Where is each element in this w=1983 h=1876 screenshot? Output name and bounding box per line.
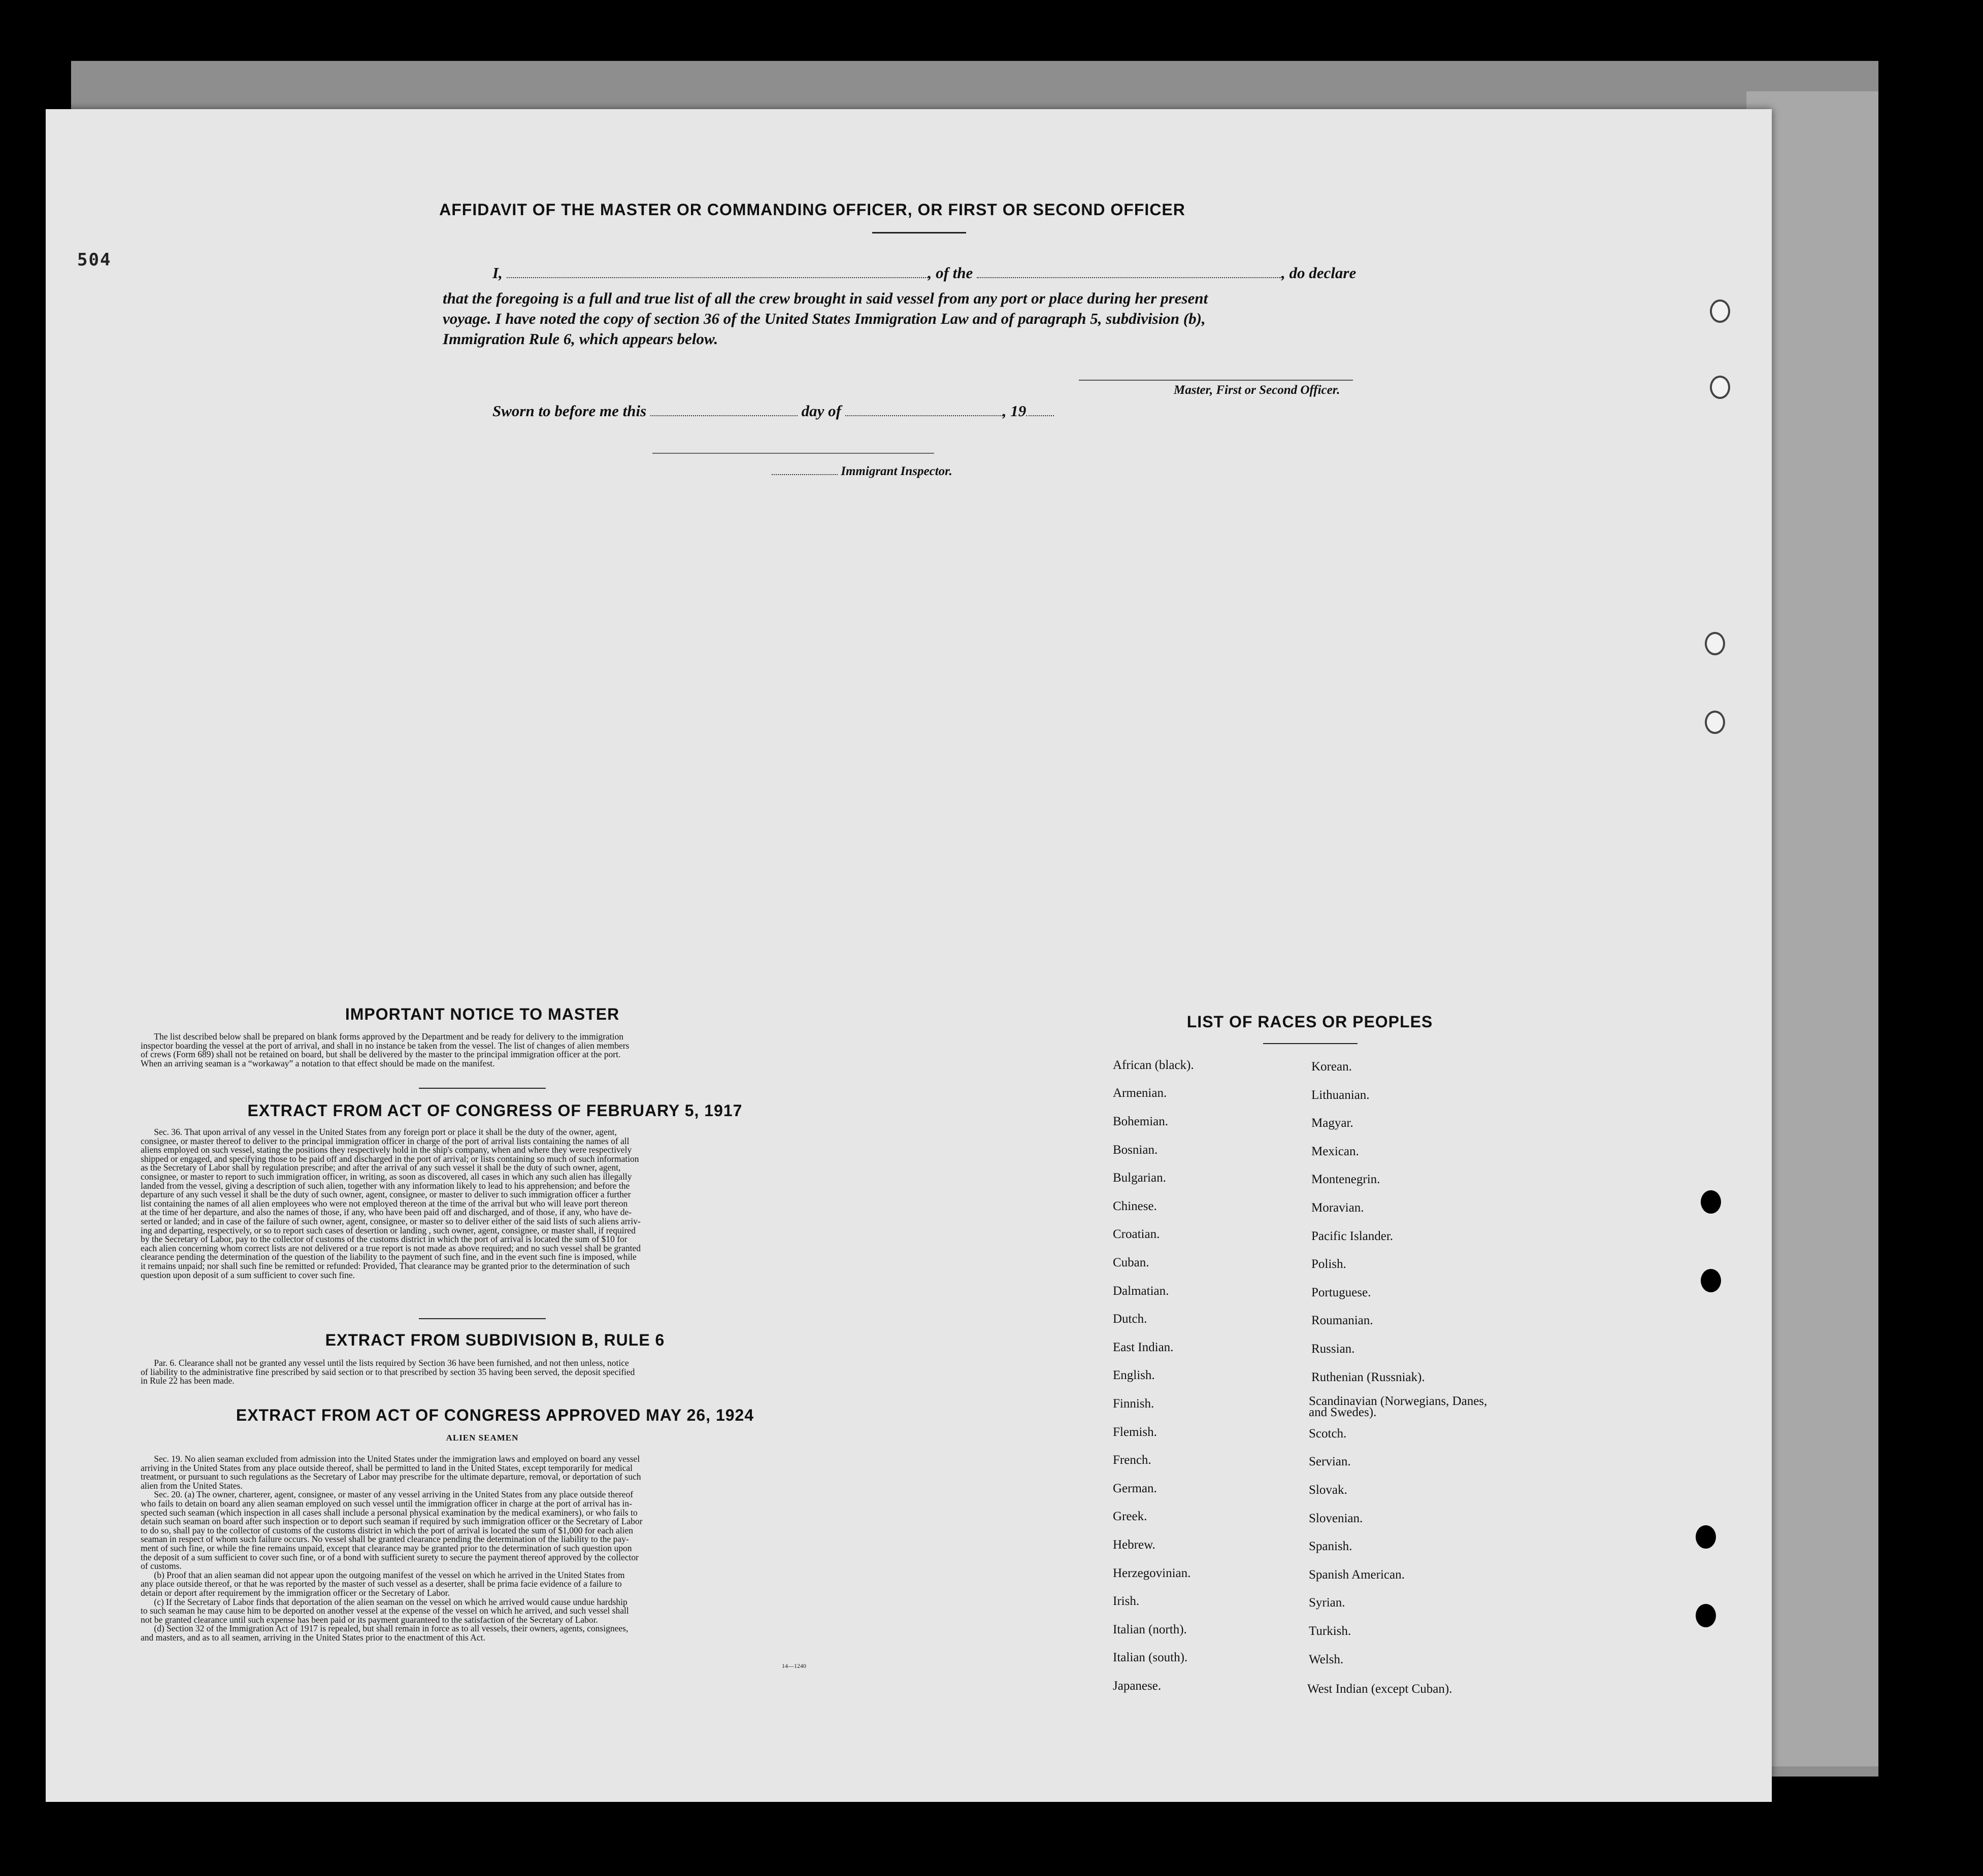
races-title: LIST OF RACES OR PEOPLES (1186, 1013, 1433, 1031)
extract-line: not be granted clearance until such expense has been paid or its payment guaranteed to the satisfaction of the Secretary of Labor. (141, 1614, 598, 1625)
race-item: Slovak. (1309, 1483, 1347, 1497)
race-item: Lithuanian. (1311, 1088, 1370, 1102)
name-blank (507, 267, 928, 278)
race-item: Hebrew. (1113, 1538, 1155, 1552)
extract-line: detain such seaman on board after such inspection or to deport such seaman if required by such immigration officer or the Secretary of Labor (141, 1516, 643, 1527)
extract-line: of liability to the administrative fine prescribed by said section or to that prescribed by section 35 having been served, the deposit specified (141, 1366, 635, 1377)
day-of-label: day of (801, 402, 841, 420)
extract-line: to do so, shall pay to the collector of customs of the customs district in which the port of arrival is located the sum of $1,000 for each alien (141, 1525, 634, 1535)
extract-line: alien from the United States. (141, 1480, 243, 1491)
race-item: Scotch. (1309, 1427, 1347, 1440)
inspector-prefix-blank (772, 467, 838, 475)
race-item: Japanese. (1113, 1679, 1162, 1693)
punch-hole (1710, 299, 1730, 323)
race-item: Italian (north). (1113, 1623, 1187, 1636)
race-item: Dalmatian. (1113, 1284, 1169, 1298)
race-item: Flemish. (1113, 1425, 1157, 1439)
extract-line: aliens employed on such vessel, stating the positions they respectively hold in the ship's company, when and where they were respectively (141, 1145, 632, 1155)
extract-line: consignee, or master thereof to deliver to the principal immigration officer in charge of the port of arrival lists containing the names of all (141, 1135, 630, 1146)
notice-title: IMPORTANT NOTICE TO MASTER (345, 1005, 620, 1023)
extract-rule6-title: EXTRACT FROM SUBDIVISION B, RULE 6 (325, 1331, 665, 1349)
extract-line: Par. 6. Clearance shall not be granted any vessel until the lists required by Section 36 have been furnished, and not then unless, notice (154, 1358, 629, 1368)
race-item: Dutch. (1113, 1312, 1147, 1326)
sworn-label: Sworn to before me this (492, 402, 647, 420)
punch-hole (1705, 711, 1725, 734)
extract-line: Sec. 19. No alien seaman excluded from admission into the United States under the immigration laws and employed on board any vessel (154, 1454, 640, 1464)
race-item: Bohemian. (1113, 1115, 1169, 1128)
race-item: Pacific Islander. (1311, 1229, 1394, 1243)
affidavit-title: AFFIDAVIT OF THE MASTER OR COMMANDING OFFICER, OR FIRST OR SECOND OFFICER (439, 200, 1185, 219)
extract-line: by the Secretary of Labor, pay to the collector of customs of the customs district in which the port of arrival is located the sum of $10 for (141, 1234, 627, 1245)
race-item: German. (1113, 1482, 1157, 1495)
affidavit-declaration-line (492, 264, 1356, 282)
race-item: West Indian (except Cuban). (1307, 1682, 1452, 1696)
extract-line: in Rule 22 has been made. (141, 1376, 235, 1386)
extract-line: the deposit of a sum sufficient to cover such fine, or of a bond with sufficient surety to secure the payment thereof approved by the collector (141, 1552, 639, 1562)
do-declare-label: , do declare (1281, 264, 1357, 282)
race-item: Irish. (1113, 1594, 1140, 1608)
affidavit-line: voyage. I have noted the copy of section 36 of the United States Immigration Law and of paragraph 5, subdivision (b), (443, 310, 1206, 327)
sworn-line (492, 402, 1054, 420)
day-blank (650, 405, 798, 416)
extract-line: seaman in respect of whom such failure occurs. No vessel shall be granted clearance pending the determination of the liability to the pay- (141, 1534, 629, 1545)
extract-line: at the time of her departure, and also the names of those, if any, who have been paid off and discharged, and of those, if any, who have de- (141, 1207, 632, 1218)
race-item: Servian. (1309, 1455, 1351, 1468)
extract-line: Sec. 36. That upon arrival of any vessel in the United States from any foreign port or place it shall be the duty of the owner, agent, (154, 1127, 617, 1137)
extract-line: (c) If the Secretary of Labor finds that deportation of the alien seaman on the vessel on which he arrived would cause undue hardship (154, 1596, 627, 1607)
extract-line: landed from the vessel, giving a description of such alien, together with any information likely to lead to his apprehension; and before the (141, 1180, 630, 1191)
vessel-blank (977, 267, 1281, 278)
punch-hole (1705, 632, 1725, 655)
extract-line: (b) Proof that an alien seaman did not appear upon the outgoing manifest of the vessel on which he arrived in the United States from (154, 1569, 625, 1580)
race-item: English. (1113, 1368, 1155, 1382)
extract-line: it remains unpaid; nor shall such fine be remitted or refunded: Provided, That clearance may be granted prior to the determination of such (141, 1260, 630, 1271)
form-number: 14—1240 (782, 1662, 806, 1669)
of-the-label: , of the (928, 264, 973, 282)
extract-line: ment of such fine, or while the fine remains unpaid, except that clearance may be granted prior to the determination of such question upon (141, 1543, 632, 1553)
notice-text (141, 1032, 849, 1068)
extract-line: consignee, or master to report to such immigration officer, in writing, as soon as discovered, all cases in which any such alien has illegally (141, 1171, 632, 1182)
extract-line: who fails to detain on board any alien seaman employed on such vessel until the immigration officer in charge at the port of arrival has in- (141, 1498, 632, 1509)
master-signature-label: Master, First or Second Officer. (1174, 383, 1340, 397)
extract-line: detain or deport after requirement by the immigration officer or the Secretary of Labor. (141, 1587, 450, 1598)
punch-hole-filled (1696, 1604, 1716, 1627)
race-item: Chinese. (1113, 1199, 1157, 1213)
race-item: Spanish American. (1309, 1568, 1405, 1582)
notice-line: When an arriving seaman is a “workaway” a notation to that effect should be made on the manifest. (141, 1058, 495, 1068)
divider (1263, 1043, 1358, 1044)
race-item: Bosnian. (1113, 1143, 1158, 1157)
divider (419, 1318, 546, 1319)
race-item: Portuguese. (1311, 1286, 1371, 1299)
race-item: French. (1113, 1453, 1151, 1467)
race-item: Herzegovinian. (1113, 1566, 1191, 1580)
race-item: Bulgarian. (1113, 1171, 1166, 1185)
race-item: Moravian. (1311, 1201, 1364, 1215)
race-item: Montenegrin. (1311, 1172, 1380, 1186)
year-blank (1026, 405, 1054, 416)
page-number-mark: 504 (77, 250, 112, 270)
master-signature-line (1079, 380, 1353, 381)
extract-line: departure of any such vessel it shall be the duty of such owner, agent, consignee, or master to deliver to such immigration officer a further (141, 1189, 631, 1200)
month-blank (845, 405, 1003, 416)
race-item: Italian (south). (1113, 1651, 1188, 1664)
extract-line: any place outside thereof, or that he was reported by the master of such vessel as a deserter, shall be prima facie evidence of a failure to (141, 1579, 622, 1589)
race-item: Armenian. (1113, 1086, 1167, 1100)
extract-1924-title: EXTRACT FROM ACT OF CONGRESS APPROVED MAY 26, 1924 (236, 1406, 754, 1424)
extract-line: shipped or engaged, and specifying those to be paid off and discharged in the port of arrival; or lists containing so much of such information (141, 1153, 639, 1164)
punch-hole-filled (1701, 1190, 1721, 1214)
race-item: Russian. (1311, 1342, 1355, 1356)
inspector-signature-label (772, 464, 952, 479)
alien-seamen-subtitle: ALIEN SEAMEN (446, 1433, 519, 1443)
extract-line: (d) Section 32 of the Immigration Act of 1917 is repealed, but shall remain in force as to all vessels, their owners, agents, consignees, (154, 1623, 629, 1634)
extract-line: as the Secretary of Labor shall by regulation prescribe; and after the arrival of any such vessel it shall be the duty of such owner, agent, (141, 1162, 621, 1173)
i-label: I, (492, 264, 503, 282)
race-item: Spanish. (1309, 1539, 1352, 1553)
race-item: Korean. (1311, 1060, 1352, 1074)
extract-line: clearance pending the determination of the question of the liability to the payment of such fine, and in the event such fine is imposed, while (141, 1252, 637, 1262)
race-item: Polish. (1311, 1257, 1346, 1271)
punch-hole-filled (1696, 1525, 1716, 1549)
race-item: Roumanian. (1311, 1314, 1373, 1327)
race-item: Mexican. (1311, 1145, 1359, 1158)
punch-hole (1710, 376, 1730, 399)
extract-line: and masters, and as to all seamen, arriving in the United States prior to the enactment of this Act. (141, 1632, 485, 1643)
extract-line: of customs. (141, 1561, 182, 1571)
extract-1917-text (141, 1128, 849, 1280)
race-item: Greek. (1113, 1510, 1147, 1523)
race-item: Turkish. (1309, 1624, 1351, 1638)
extract-line: serted or landed; and in case of the failure of such owner, agent, consignee, or master so to deliver either of the said lists of such aliens arriv- (141, 1216, 641, 1226)
race-item: Croatian. (1113, 1227, 1160, 1241)
extract-line: to such seaman he may cause him to be deported on another vessel at the expense of the vessel on which he arrived, and such vessel shall (141, 1605, 629, 1616)
inspector-signature-line (652, 453, 934, 454)
notice-line: The list described below shall be prepared on blank forms approved by the Department and be ready for delivery to the immigration (154, 1031, 624, 1042)
extract-1924-text (141, 1455, 849, 1642)
extract-line: spected such seaman (which inspection in all cases shall include a personal physical examination by the medical examiners), or who fails to (141, 1507, 638, 1518)
race-item: Cuban. (1113, 1256, 1149, 1269)
extract-rule6-text (141, 1359, 849, 1386)
title-rule (872, 232, 966, 233)
extract-1917-title: EXTRACT FROM ACT OF CONGRESS OF FEBRUARY 5, 1917 (247, 1101, 743, 1120)
year-label: , 19 (1002, 402, 1027, 420)
notice-line: of crews (Form 689) shall not be retained on board, but shall be delivered by the master to the principal immigration officer at the port. (141, 1049, 621, 1060)
affidavit-line: that the foregoing is a full and true list of all the crew brought in said vessel from any port or place during her present (443, 289, 1208, 307)
divider (419, 1088, 546, 1089)
punch-hole-filled (1701, 1269, 1721, 1292)
race-item: Scandinavian (Norwegians, Danes, and Swedes). (1309, 1394, 1488, 1419)
race-item: East Indian. (1113, 1341, 1174, 1354)
race-item: Ruthenian (Russniak). (1311, 1370, 1425, 1384)
extract-line: ing and departing, respectively, or so to report such cases of desertion or landing , such owner, agent, consignee, or master shall, if required (141, 1225, 636, 1235)
extract-line: treatment, or pursuant to such regulations as the Secretary of Labor may prescribe for the ultimate departure, removal, or deportation of such (141, 1471, 641, 1482)
race-item: Finnish. (1113, 1397, 1154, 1411)
extract-line: arriving in the United States from any place outside thereof, shall be permitted to land in the United States, except temporarily for medical (141, 1462, 633, 1473)
race-item: Magyar. (1311, 1116, 1353, 1130)
notice-line: inspector boarding the vessel at the port of arrival, and shall in no instance be taken from the vessel. The list of changes of alien members (141, 1040, 630, 1051)
race-item: Slovenian. (1309, 1512, 1363, 1525)
race-item: Syrian. (1309, 1596, 1345, 1610)
race-item: Welsh. (1309, 1653, 1344, 1666)
inspector-label: Immigrant Inspector. (841, 464, 952, 478)
extract-line: each alien concerning whom correct lists are not delivered or a true report is not made as above required; and no such vessel shall be granted (141, 1243, 641, 1253)
affidavit-line: Immigration Rule 6, which appears below. (443, 330, 718, 348)
extract-line: question upon deposit of a sum sufficient to cover such fine. (141, 1269, 355, 1280)
extract-line: list containing the names of all alien employees who were not employed thereon at the time of the arrival but who will leave port thereon (141, 1198, 628, 1209)
race-item: African (black). (1113, 1058, 1194, 1072)
extract-line: Sec. 20. (a) The owner, charterer, agent, consignee, or master of any vessel arriving in the United States from any place outside thereof (154, 1489, 634, 1500)
